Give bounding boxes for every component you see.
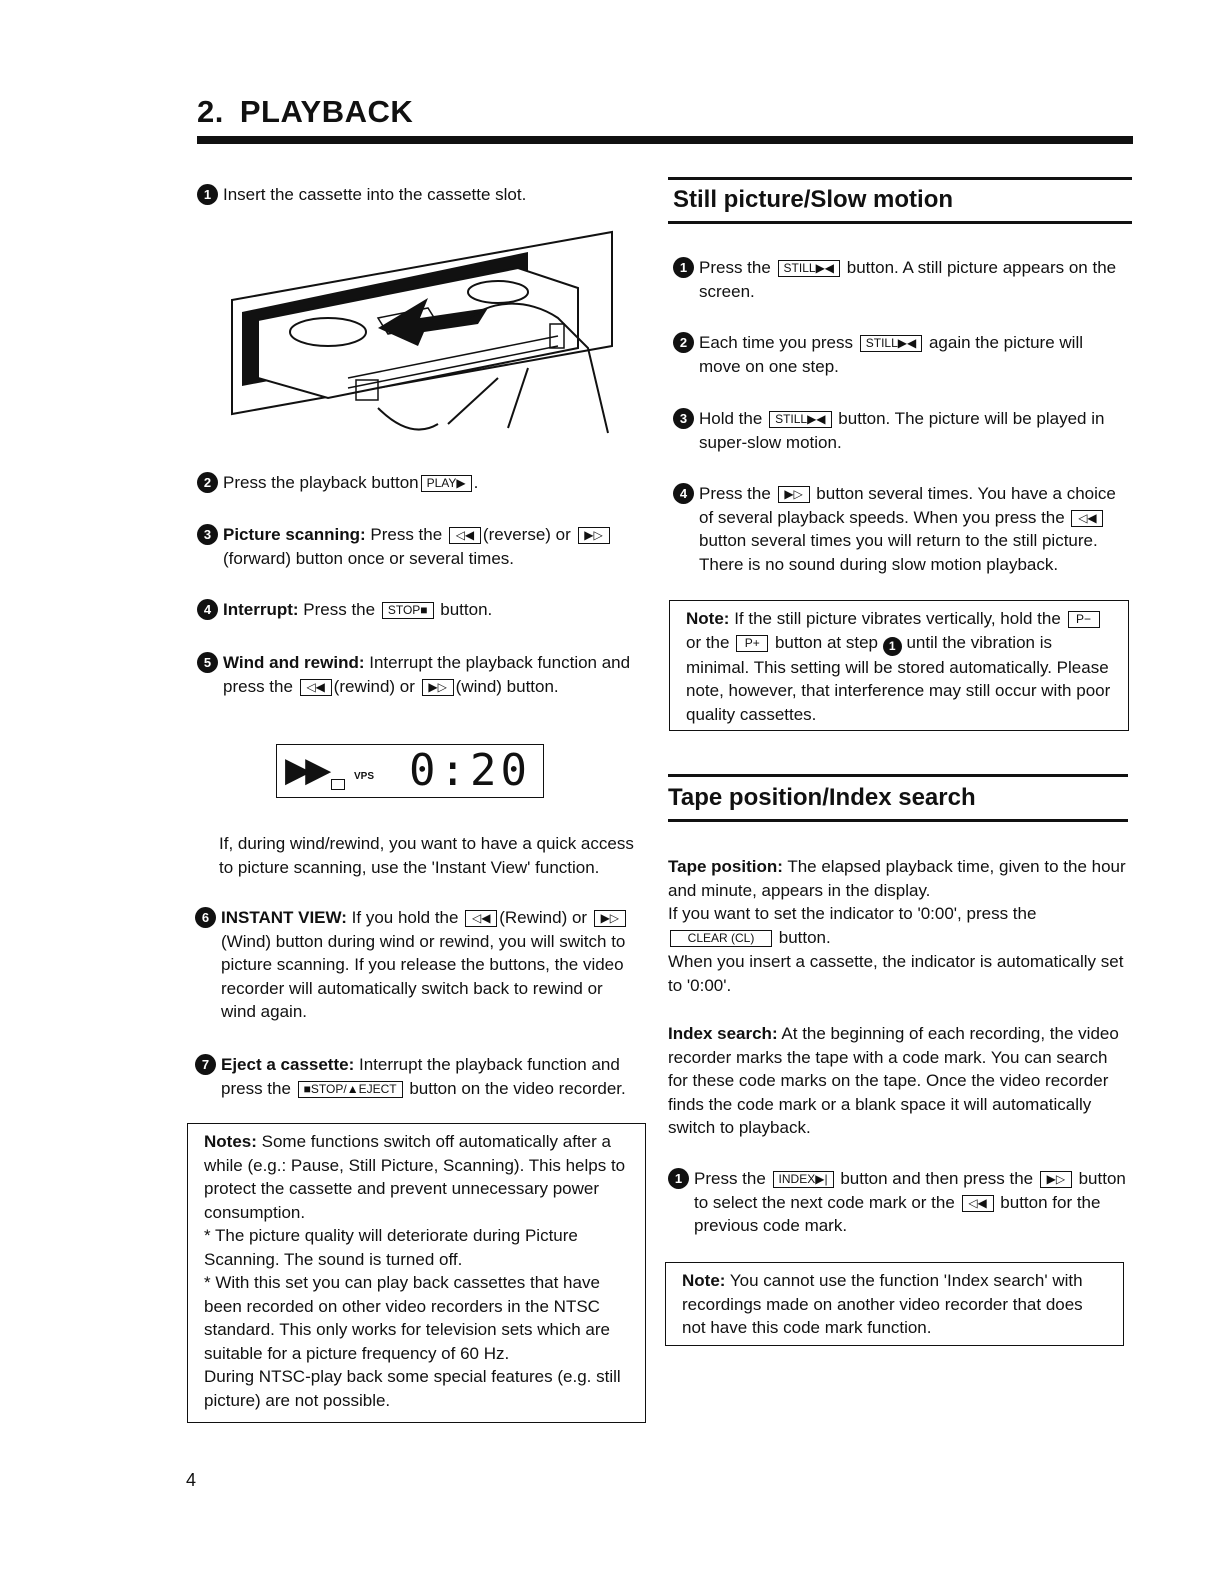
index-key: INDEX▶| [773,1171,834,1188]
note-text: or the [686,632,730,652]
still-key: STILL▶◀ [778,260,840,277]
step-text: (rewind) or [333,676,415,696]
step-text: button to select the next code mark or the [694,1169,1126,1212]
tape-position-text [668,855,1130,902]
index-search-text [668,1022,1130,1140]
step-interrupt [197,598,637,622]
step-text: Press the [694,1169,766,1188]
note-text: If the still picture vibrates vertically, hold the [734,609,1061,628]
note-label: Note: [686,609,730,628]
rewind-key: ◁◀ [449,527,481,544]
step-text: Press the playback button [223,473,419,492]
index-search-desc: At the beginning of each recording, the video recorder marks the tape with a code mark. You can search for these code marks on the tape. Once the video recorder finds the code mark or a blank space it will automatically switch to playback. [668,1024,1119,1137]
step-text: (reverse) or [482,525,571,544]
tape-position-desc: The elapsed playback time, given to the hour and minute, appears in the display. [668,857,1126,900]
step-bullet: 3 [673,408,694,429]
step-text: button several times you will return to the still picture. There is no sound during slow motion playback. [699,531,1098,574]
rewind-key: ◁◀ [465,910,497,927]
step-text: button. The picture will be played in super-slow motion. [699,409,1105,452]
step-text: (wind) button. [455,676,559,696]
forward-key: ▶▷ [1040,1171,1072,1188]
section-rule [668,774,1128,777]
step-bullet: 6 [195,907,216,928]
p-plus-key: P+ [736,635,768,652]
wind-key: ▶▷ [594,910,626,927]
step-text: Each time you press [699,333,854,352]
notes-text: Some functions switch off automatically after a while (e.g.: Pause, Still Picture, Scanning). This helps to protect the cassette and prevent unnecessary power consumption. [204,1132,626,1222]
step-text: If you hold the [351,908,459,927]
step-text: (Wind) button during wind or rewind, you will switch to picture scanning. If you release the buttons, the video recorder will automatically switch back to rewind or wind again. [221,931,626,1021]
step-bullet: 1 [197,184,218,205]
step-picture-scanning [197,523,637,570]
step-bullet: 2 [673,332,694,353]
index-note-box [665,1262,1124,1346]
rewind-key: ◁◀ [962,1195,994,1212]
step-eject [195,1053,640,1100]
step-play [197,471,637,495]
step-text: button for the previous code mark. [694,1192,1101,1235]
step-text: (Rewind) or [499,908,588,927]
step-label: INSTANT VIEW: [221,908,347,927]
clear-key: CLEAR (CL) [670,930,772,947]
step-text: Interrupt the playback function and press the [221,1055,620,1098]
stop-eject-key: ■STOP/▲EJECT [298,1081,403,1098]
title-rule [197,136,1133,144]
vps-indicator: VPS [354,771,375,782]
rewind-key: ◁◀ [1071,510,1103,527]
tape-auto-text: When you insert a cassette, the indicator is automatically set to '0:00'. [668,952,1124,995]
cassette-insert-illustration [228,228,618,438]
notes-box [187,1123,646,1423]
section-rule [668,221,1132,224]
step-text: button on the video recorder. [409,1078,626,1098]
step-text: Press the [370,525,443,544]
step-label: Picture scanning: [223,525,366,544]
step-bullet: 4 [197,599,218,620]
step-text: Interrupt the playback function and press the [223,653,631,696]
step-ref-bullet: 1 [883,637,902,656]
step-text: (forward) button once or several times. [223,548,515,568]
note-text: You cannot use the function 'Index search' with recordings made on another video recorder that does not have this code mark function. [682,1271,1083,1337]
step-bullet: 3 [197,524,218,545]
note-label: Note: [682,1271,726,1290]
step-bullet: 1 [673,257,694,278]
notes-text: During NTSC-play back some special features (e.g. still picture) are not possible. [204,1367,621,1410]
tape-heading: Tape position/Index search [668,784,976,811]
step-label: Interrupt: [223,600,299,619]
step-bullet: 7 [195,1054,216,1075]
still-step-1 [673,256,1128,303]
step-bullet: 4 [673,483,694,504]
step-label: Eject a cassette: [221,1055,355,1074]
still-key: STILL▶◀ [769,411,831,428]
p-minus-key: P− [1068,611,1100,628]
notes-text: * The picture quality will deteriorate during Picture Scanning. The sound is turned off. [204,1226,578,1269]
play-key: PLAY▶ [421,475,472,492]
wind-key: ▶▷ [422,679,454,696]
vcr-display [276,744,544,798]
stop-key: STOP■ [382,602,434,619]
step-text: button several times. You have a choice of several playback speeds. When you press the [699,484,1116,527]
page-title [197,94,413,130]
step-text: Press the [303,600,376,619]
step-bullet: 2 [197,472,218,493]
section-title: PLAYBACK [239,94,414,129]
step-text: again the picture will move on one step. [699,333,1083,376]
section-number: 2. [197,94,224,129]
notes-label: Notes: [204,1132,257,1151]
still-heading: Still picture/Slow motion [673,186,954,213]
tape-reset-desc-end: button. [778,927,831,947]
step-text: Press the [699,258,771,277]
step-label: Wind and rewind: [223,653,365,672]
section-rule [668,177,1132,180]
forward-key: ▶▷ [778,486,810,503]
still-step-4 [673,482,1131,576]
forward-key: ▶▷ [578,527,610,544]
step-text-end: . [473,473,479,492]
tape-position-label: Tape position: [668,857,783,876]
step-bullet: 1 [668,1168,689,1189]
note-text: until the vibration is minimal. This setting will be stored automatically. Please note, however, that interference may still occur with poor quality cassettes. [686,632,1111,724]
notes-text: * With this set you can play back cassettes that have been recorded on other video recorders in the NTSC standard. This only works for television sets which are suitable for a picture frequency of 60 Hz. [204,1273,610,1363]
step-text: Press the [699,484,771,503]
still-step-3 [673,407,1128,454]
step-text: Hold the [699,409,763,428]
step-text: button and then press the [840,1169,1034,1188]
step-text: Insert the cassette into the cassette slot. [223,185,527,204]
still-note-box [669,600,1129,731]
note-text: button at step [774,632,878,652]
step-bullet: 5 [197,652,218,673]
step-wind-rewind [197,651,637,698]
tape-reset-text [668,902,1130,949]
rewind-key: ◁◀ [300,679,332,696]
index-search-label: Index search: [668,1024,778,1043]
step-text: button. A still picture appears on the screen. [699,258,1117,301]
step-insert [197,183,627,207]
tape-reset-desc: If you want to set the indicator to '0:00', press the [668,904,1037,923]
instant-view-intro: If, during wind/rewind, you want to have a quick access to picture scanning, use the 'Instant View' function. [219,834,634,877]
step-instant-view [195,906,635,1024]
counter-readout: 0:20 [409,745,531,796]
page-number: 4 [186,1470,197,1490]
section-rule [668,819,1128,822]
fast-forward-icon: ▶▶ [285,751,326,789]
cassette-icon [331,779,345,790]
still-key: STILL▶◀ [860,335,922,352]
index-step-1 [668,1167,1130,1238]
step-text: button. [440,600,493,619]
still-step-2 [673,331,1128,378]
